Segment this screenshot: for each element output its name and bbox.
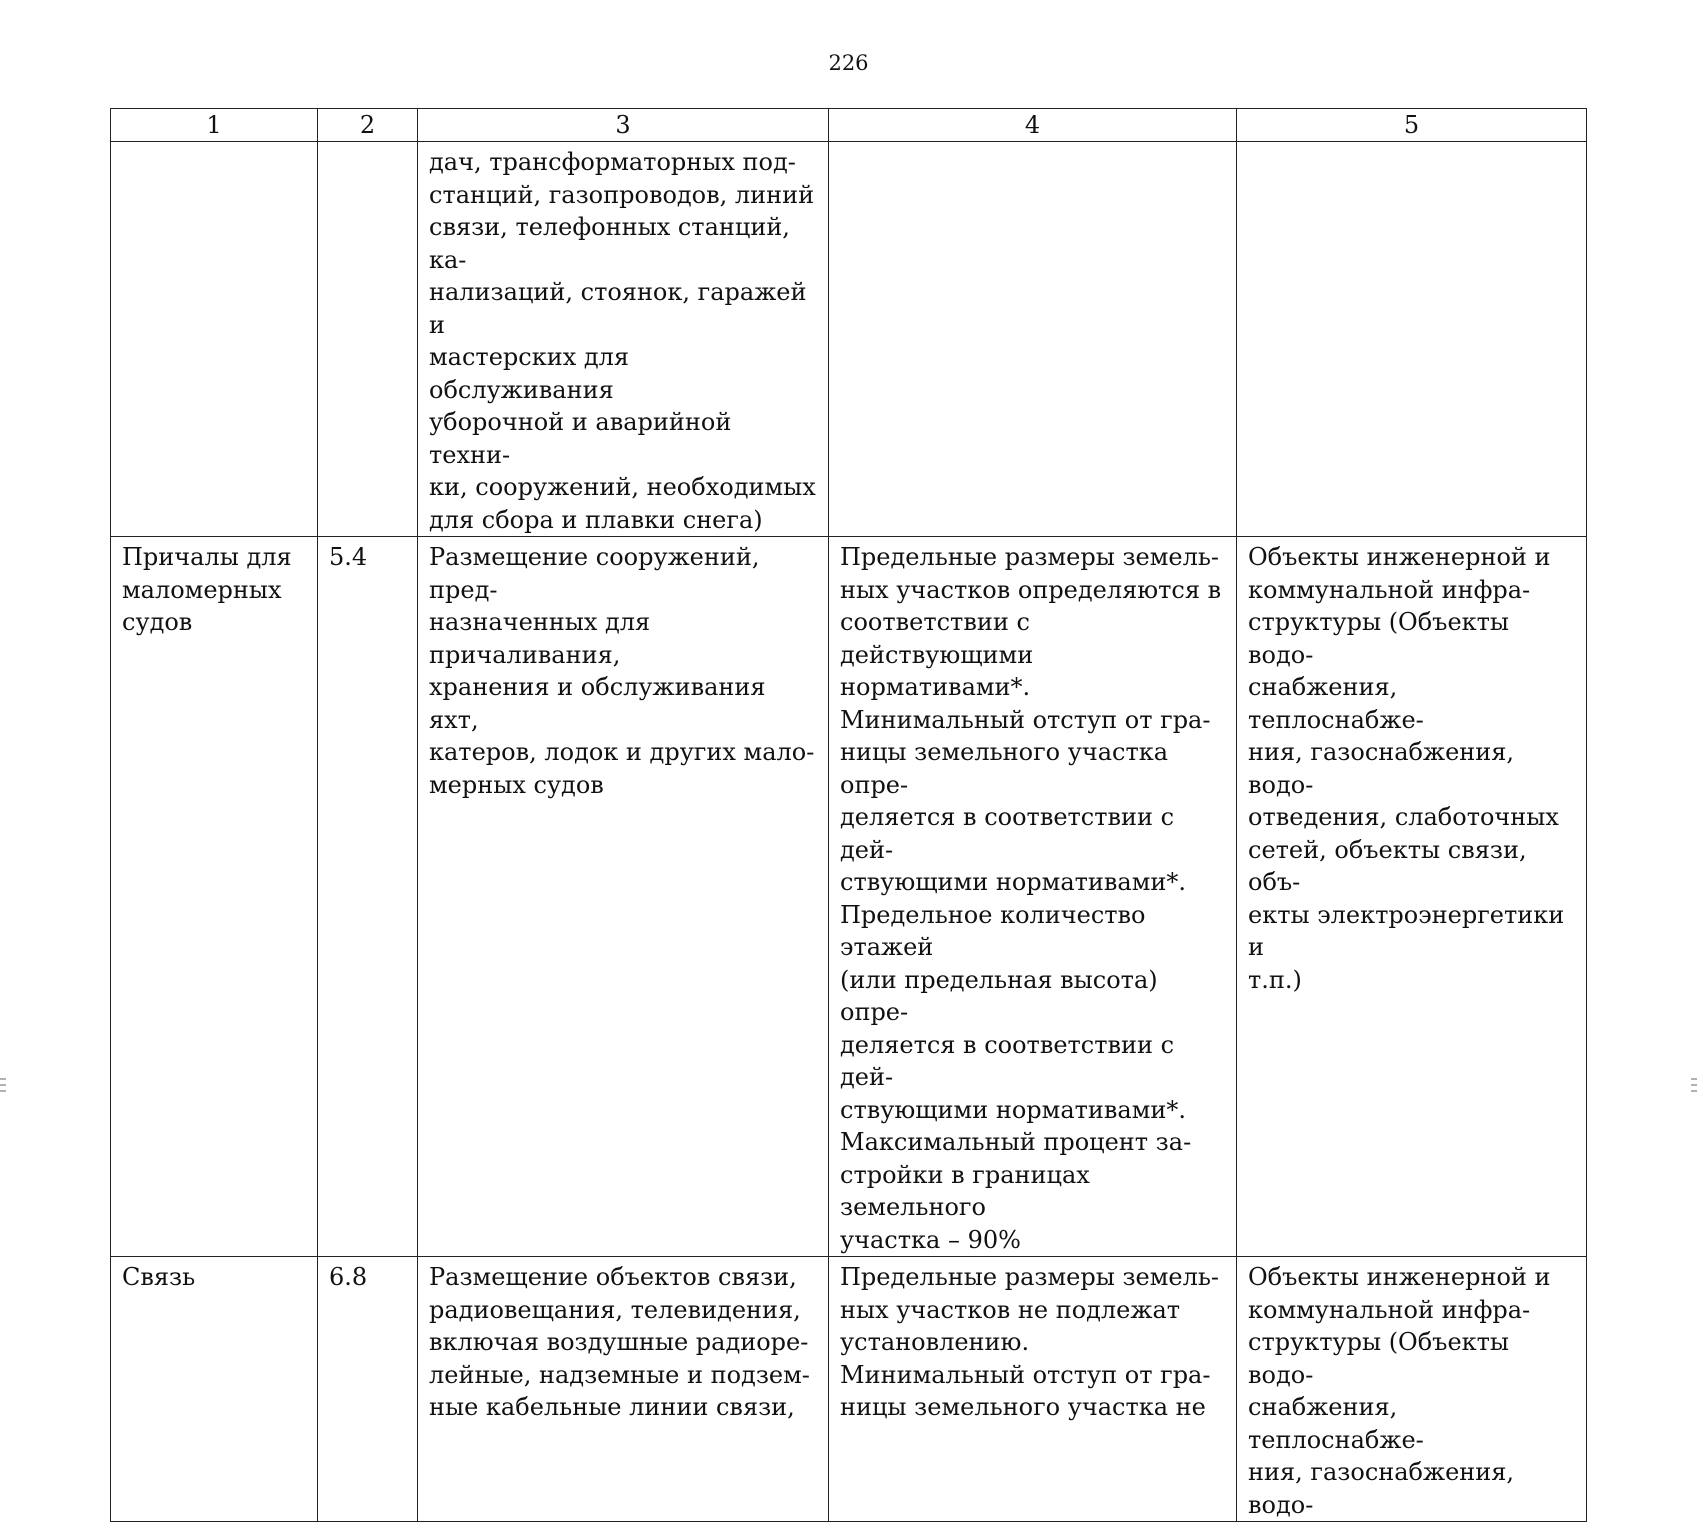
- use-name-cell: Связь: [111, 1257, 318, 1522]
- parameters-cell: Предельные размеры земель- ных участков определяются в соответствии с действующими нормативами*. Минимальный отступ от гра- ницы земельного участка опре- деляется в соответствии с дей- ствующими нормативами*. Предельное количество этажей (или предельная высота) опре- деляется в соответствии с дей- ствующими нормативами*. Максимальный процент за- стройки в границах земельного участка – 90%: [829, 537, 1237, 1257]
- column-header: 1: [111, 109, 318, 142]
- column-header: 2: [318, 109, 418, 142]
- left-margin-mark: [0, 1076, 8, 1096]
- use-name-cell: [111, 142, 318, 537]
- table-row: [111, 142, 1587, 537]
- use-code-cell: 5.4: [318, 537, 418, 1257]
- right-margin-mark: [1690, 1076, 1697, 1096]
- regulations-table: [110, 108, 1587, 1522]
- table-row: [111, 537, 1587, 1257]
- table-header-row: [111, 109, 1587, 142]
- auxiliary-objects-cell: [1237, 142, 1587, 537]
- description-cell: Размещение объектов связи, радиовещания, телевидения, включая воздушные радиоре- лейные, надземные и подзем- ные кабельные линии связи,: [418, 1257, 829, 1522]
- use-code-cell: 6.8: [318, 1257, 418, 1522]
- parameters-cell: Предельные размеры земель- ных участков не подлежат установлению. Минимальный отступ от гра- ницы земельного участка не: [829, 1257, 1237, 1522]
- use-code-cell: [318, 142, 418, 537]
- column-header: 5: [1237, 109, 1587, 142]
- parameters-cell: [829, 142, 1237, 537]
- table-row: [111, 1257, 1587, 1522]
- column-header: 3: [418, 109, 829, 142]
- page-number: 226: [828, 51, 869, 75]
- use-name-cell: Причалы для маломерных судов: [111, 537, 318, 1257]
- description-cell: дач, трансформаторных под- станций, газопроводов, линий связи, телефонных станций, ка- нализаций, стоянок, гаражей и мастерских для обслуживания уборочной и аварийной техни- ки, сооружений, необходимых для сбора и плавки снега): [418, 142, 829, 537]
- auxiliary-objects-cell: Объекты инженерной и коммунальной инфра- структуры (Объекты водо- снабжения, теплоснабже- ния, газоснабжения, водо-: [1237, 1257, 1587, 1522]
- column-header: 4: [829, 109, 1237, 142]
- description-cell: Размещение сооружений, пред- назначенных для причаливания, хранения и обслуживания яхт, катеров, лодок и других мало- мерных судов: [418, 537, 829, 1257]
- auxiliary-objects-cell: Объекты инженерной и коммунальной инфра- структуры (Объекты водо- снабжения, теплоснабже- ния, газоснабжения, водо- отведения, слаботочных сетей, объекты связи, объ- екты электроэнергетики и т.п.): [1237, 537, 1587, 1257]
